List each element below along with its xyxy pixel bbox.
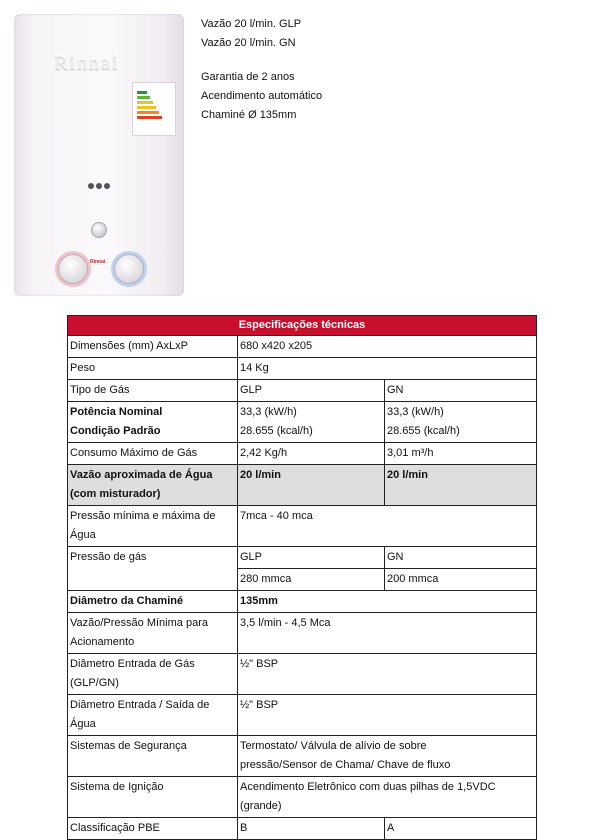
row-label: Tipo de Gás <box>68 380 238 402</box>
row-label-line: Vazão/Pressão Mínima para <box>70 617 208 629</box>
energy-bar-c <box>137 101 153 104</box>
water-heater-body <box>14 14 184 296</box>
energy-bar-d <box>137 106 156 109</box>
table-row <box>68 818 537 840</box>
indicator-dot <box>96 183 102 189</box>
value-line: 28.655 (kcal/h) <box>387 425 460 437</box>
row-label-line: Diâmetro Entrada de Gás <box>70 658 195 670</box>
row-label-line: Água <box>70 718 96 730</box>
row-value: ½" BSP <box>238 654 537 695</box>
row-value: 3,5 l/min - 4,5 Mca <box>238 613 537 654</box>
row-value: 7mca - 40 mca <box>238 506 537 547</box>
value-line: 33,3 (kW/h) <box>387 406 444 418</box>
row-label <box>68 613 238 654</box>
table-row <box>68 402 537 443</box>
value-line: (grande) <box>240 800 282 812</box>
row-value-gn: 3,01 m³/h <box>385 443 537 465</box>
row-value-glp: 2,42 Kg/h <box>238 443 385 465</box>
row-value-glp: B <box>238 818 385 840</box>
indicator-lights <box>88 176 112 194</box>
row-label <box>68 506 238 547</box>
row-value: 14 Kg <box>238 358 537 380</box>
row-value <box>238 736 537 777</box>
feature-chimney: Chaminé Ø 135mm <box>201 109 297 121</box>
feature-warranty: Garantia de 2 anos <box>201 71 295 83</box>
energy-bar-e <box>137 111 159 114</box>
row-label-line: Diâmetro Entrada / Saída de <box>70 699 210 711</box>
feature-ignition: Acendimento automático <box>201 90 323 102</box>
row-label <box>68 402 238 443</box>
table-row <box>68 736 537 777</box>
energy-bar-a <box>137 91 147 94</box>
table-row <box>68 336 537 358</box>
row-value-glp: 20 l/min <box>238 465 385 506</box>
table-row <box>68 591 537 613</box>
row-value: 135mm <box>238 591 537 613</box>
row-label-line: Condição Padrão <box>70 425 161 437</box>
row-label: Consumo Máximo de Gás <box>68 443 238 465</box>
table-row <box>68 358 537 380</box>
table-row <box>68 380 537 402</box>
row-label-line: Pressão mínima e máxima de <box>70 510 216 522</box>
row-value-glp: GLP <box>238 380 385 402</box>
row-value-glp: GLP <box>238 547 385 569</box>
table-row <box>68 613 537 654</box>
power-knob <box>91 222 107 238</box>
indicator-dot <box>88 183 94 189</box>
water-flow-dial <box>114 254 144 284</box>
value-line: 28.655 (kcal/h) <box>240 425 313 437</box>
row-label-line: (com misturador) <box>70 488 161 500</box>
table-row <box>68 465 537 506</box>
row-label: Pressão de gás <box>68 547 238 591</box>
row-label: Sistemas de Segurança <box>68 736 238 777</box>
row-value-glp: 280 mmca <box>238 569 385 591</box>
table-row <box>68 443 537 465</box>
feature-flow-glp: Vazão 20 l/min. GLP <box>201 18 302 30</box>
value-line: Termostato/ Válvula de alívio de sobre <box>240 740 427 752</box>
row-value-gn <box>385 402 537 443</box>
row-label-line: Potência Nominal <box>70 406 163 418</box>
row-value-gn: GN <box>385 380 537 402</box>
brand-logo: Rinnai <box>54 52 120 74</box>
row-label-line: (GLP/GN) <box>70 677 119 689</box>
row-value-glp <box>238 402 385 443</box>
feature-flow-gn: Vazão 20 l/min. GN <box>201 37 296 49</box>
spec-table-title: Especificações técnicas <box>68 316 537 336</box>
table-header-row <box>68 316 537 336</box>
row-value: 680 x420 x205 <box>238 336 537 358</box>
table-row <box>68 506 537 547</box>
row-label-line: Água <box>70 529 96 541</box>
row-label: Classificação PBE <box>68 818 238 840</box>
row-label <box>68 654 238 695</box>
row-value-gn: GN <box>385 547 537 569</box>
row-value-gn: 200 mmca <box>385 569 537 591</box>
energy-bar-f <box>137 116 162 119</box>
indicator-dot <box>104 183 110 189</box>
row-label: Dimensões (mm) AxLxP <box>68 336 238 358</box>
value-line: 33,3 (kW/h) <box>240 406 297 418</box>
table-row <box>68 695 537 736</box>
temperature-dial <box>58 254 88 284</box>
row-value: ½" BSP <box>238 695 537 736</box>
row-label <box>68 695 238 736</box>
row-label: Peso <box>68 358 238 380</box>
spec-table <box>67 315 537 840</box>
row-value <box>238 777 537 818</box>
row-label-line: Acionamento <box>70 636 135 648</box>
panel-brand-mark: Rinnai <box>90 259 106 265</box>
row-label-line: Vazão aproximada de Água <box>70 469 213 481</box>
row-label: Sistema de Ignição <box>68 777 238 818</box>
product-image <box>14 14 184 296</box>
table-row <box>68 654 537 695</box>
row-label: Diâmetro da Chaminé <box>68 591 238 613</box>
energy-efficiency-label <box>132 82 176 136</box>
table-row <box>68 777 537 818</box>
energy-bar-b <box>137 96 150 99</box>
value-line: pressão/Sensor de Chama/ Chave de fluxo <box>240 759 451 771</box>
feature-list <box>201 15 322 125</box>
row-value-gn: 20 l/min <box>385 465 537 506</box>
table-row <box>68 547 537 569</box>
row-value-gn: A <box>385 818 537 840</box>
value-line: Acendimento Eletrônico com duas pilhas de 1,5VDC <box>240 781 496 793</box>
row-label <box>68 465 238 506</box>
